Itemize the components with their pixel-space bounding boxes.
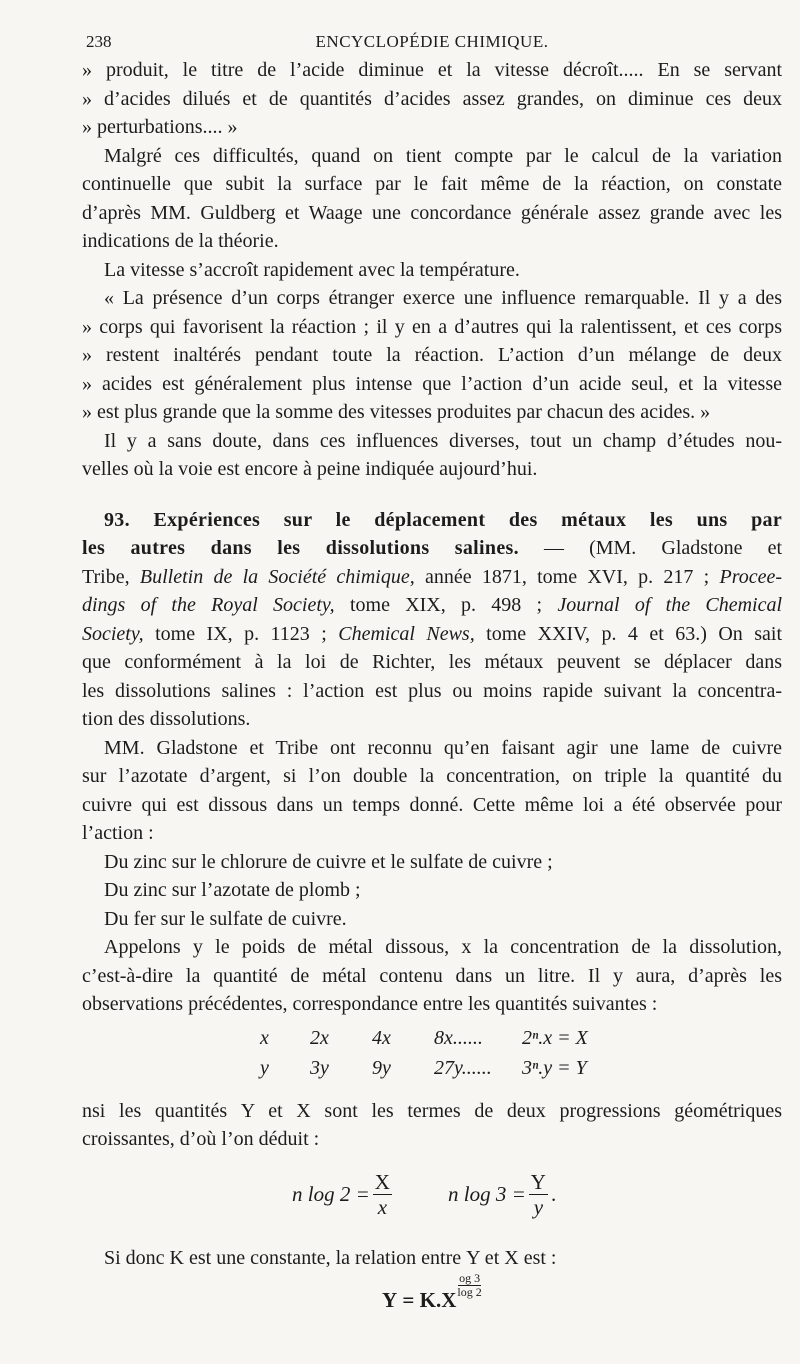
section-93 bbox=[82, 506, 782, 734]
table-cell: y bbox=[260, 1056, 269, 1079]
paragraph-difficulties bbox=[82, 142, 782, 256]
formula-log2 bbox=[292, 1170, 395, 1219]
text-line: » produit, le titre de l’acide diminue et la vitesse décroît..... En se servant bbox=[82, 59, 782, 81]
text-line: » acides est généralement plus intense que l’action d’un acide seul, et la vitesse bbox=[82, 372, 782, 395]
final-relation bbox=[82, 1272, 782, 1332]
text-line bbox=[82, 620, 782, 649]
list-item: Du zinc sur le chlorure de cuivre et le sulfate de cuivre ; bbox=[104, 850, 553, 873]
table-cell: 9y bbox=[372, 1056, 391, 1079]
progression-table bbox=[82, 1025, 782, 1085]
fraction-numerator: Υ bbox=[530, 1169, 546, 1194]
formula-row bbox=[82, 1160, 782, 1240]
journal-title: Journal of the Chemical bbox=[557, 594, 783, 616]
table-cell: x bbox=[260, 1026, 269, 1049]
text-line bbox=[82, 563, 782, 592]
exponent-denominator: log 2 bbox=[457, 1285, 482, 1299]
text-line: d’après MM. Guldberg et Waage une concordance générale assez grande avec les bbox=[82, 201, 782, 224]
exponent-numerator: og 3 bbox=[459, 1271, 481, 1285]
running-title: ENCYCLOPÉDIE CHIMIQUE. bbox=[315, 32, 549, 51]
text-line: croissantes, d’où l’on déduit : bbox=[82, 1128, 320, 1150]
reference-text: tome IX, p. 1123 ; bbox=[155, 622, 327, 645]
text-line bbox=[82, 534, 782, 563]
fraction-denominator: x bbox=[377, 1194, 388, 1219]
formula-lhs: n log 2 = bbox=[292, 1181, 370, 1206]
text-line: sur l’azotate d’argent, si l’on double la concentration, on triple la quantité du bbox=[82, 765, 782, 787]
text-line: tion des dissolutions. bbox=[82, 708, 251, 730]
text-line: observations précédentes, correspondance entre les quantités suivantes : bbox=[82, 993, 658, 1015]
text-line: velles où la voie est encore à peine indiquée aujourd’hui. bbox=[82, 458, 538, 480]
reference-text: année 1871, tome XVI, p. 217 ; bbox=[424, 565, 710, 588]
journal-title: Chemical News, bbox=[338, 622, 475, 645]
paragraph-gladstone bbox=[82, 734, 782, 848]
text-line: indications de la théorie. bbox=[82, 230, 279, 252]
paragraph-quote-end bbox=[82, 56, 782, 142]
text-line: La vitesse s’accroît rapidement avec la température. bbox=[104, 258, 520, 281]
table-cell: 27y...... bbox=[434, 1056, 492, 1079]
paragraph-foreign-body bbox=[82, 284, 782, 427]
page-header bbox=[82, 26, 782, 56]
reaction-list bbox=[82, 848, 782, 934]
text-line: continuelle que subit la surface par le fait même de la réaction, on constate bbox=[82, 173, 782, 195]
section-heading-cont: les autres dans les dissolutions salines. bbox=[82, 537, 519, 559]
text-line: les dissolutions salines : l’action est plus ou moins rapide suivant la concentra- bbox=[82, 679, 782, 702]
text-line: Il y a sans doute, dans ces influences diverses, tout un champ d’études nou- bbox=[104, 429, 782, 452]
exponent-fraction bbox=[457, 1272, 481, 1299]
text-line: » perturbations.... » bbox=[82, 116, 238, 138]
paragraph-temperature bbox=[82, 256, 782, 285]
journal-title: Bulletin de la Société chimique, bbox=[139, 565, 415, 588]
table-cell: 3y bbox=[310, 1056, 329, 1079]
table-cell: 3ⁿ.y = Υ bbox=[522, 1056, 587, 1079]
reference-text: — (MM. Gladstone et bbox=[543, 537, 782, 559]
text-line: « La présence d’un corps étranger exerce une influence remarquable. Il y a des bbox=[104, 287, 782, 309]
reference-text: Tribe, bbox=[82, 565, 130, 588]
text-line bbox=[82, 591, 782, 620]
page bbox=[82, 26, 782, 1332]
fraction bbox=[529, 1170, 548, 1219]
table-cell: 2ⁿ.x = X bbox=[522, 1026, 588, 1049]
period: . bbox=[550, 1181, 557, 1206]
journal-title: Procee- bbox=[719, 565, 783, 588]
text-line: » restent inaltérés pendant toute la réaction. L’action d’un mélange de deux bbox=[82, 344, 782, 366]
text-line: Malgré ces difficultés, quand on tient compte par le calcul de la variation bbox=[104, 144, 782, 167]
fraction-denominator: y bbox=[533, 1194, 544, 1219]
text-line: Appelons y le poids de métal dissous, x la concentration de la dissolution, bbox=[104, 936, 782, 958]
journal-title: dings of the Royal Society, bbox=[82, 594, 335, 616]
paragraph-definitions bbox=[82, 933, 782, 1019]
text-line: » d’acides dilués et de quantités d’acides assez grandes, on diminue ces deux bbox=[82, 87, 782, 110]
table-row bbox=[82, 1057, 782, 1085]
text-line: » corps qui favorisent la réaction ; il y en a d’autres qui la ralentissent, et ces corps bbox=[82, 315, 782, 338]
reference-text: tome XXIV, p. 4 et 63.) On sait bbox=[486, 622, 783, 645]
paragraph-influences bbox=[82, 427, 782, 484]
section-heading: 93. Expériences sur le déplacement des métaux les uns par bbox=[104, 508, 782, 531]
text-line: cuivre qui est dissous dans un temps donné. Cette même loi a été observée pour bbox=[82, 793, 782, 816]
text-line: l’action : bbox=[82, 822, 154, 844]
text-line: c’est-à-dire la quantité de métal contenu dans un litre. Il y aura, d’après les bbox=[82, 964, 782, 987]
table-cell: 8x...... bbox=[434, 1026, 483, 1049]
final-formula bbox=[382, 1271, 482, 1313]
page-number: 238 bbox=[86, 32, 112, 51]
fraction bbox=[373, 1170, 392, 1219]
text-line: » est plus grande que la somme des vitesses produites par chacun des acides. » bbox=[82, 401, 711, 423]
table-cell: 4x bbox=[372, 1026, 391, 1049]
list-item: Du zinc sur l’azotate de plomb ; bbox=[104, 879, 361, 901]
list-item: Du fer sur le sulfate de cuivre. bbox=[104, 907, 347, 930]
reference-text: tome XIX, p. 498 ; bbox=[349, 594, 543, 616]
text-line: nsi les quantités Υ et X sont les termes de deux progressions géométriques bbox=[82, 1099, 782, 1122]
paragraph-progressions bbox=[82, 1097, 782, 1154]
text-line: MM. Gladstone et Tribe ont reconnu qu’en faisant agir une lame de cuivre bbox=[104, 736, 782, 759]
formula-lhs: Υ = K.X bbox=[382, 1288, 457, 1312]
table-cell: 2x bbox=[310, 1026, 329, 1049]
table-row bbox=[82, 1027, 782, 1055]
text-line: Si donc K est une constante, la relation entre Υ et X est : bbox=[104, 1246, 557, 1269]
formula-log3 bbox=[448, 1170, 556, 1219]
text-line: que conformément à la loi de Richter, les métaux peuvent se déplacer dans bbox=[82, 651, 782, 673]
formula-lhs: n log 3 = bbox=[448, 1181, 526, 1206]
fraction-numerator: X bbox=[374, 1169, 390, 1194]
journal-title: Society, bbox=[82, 622, 144, 645]
